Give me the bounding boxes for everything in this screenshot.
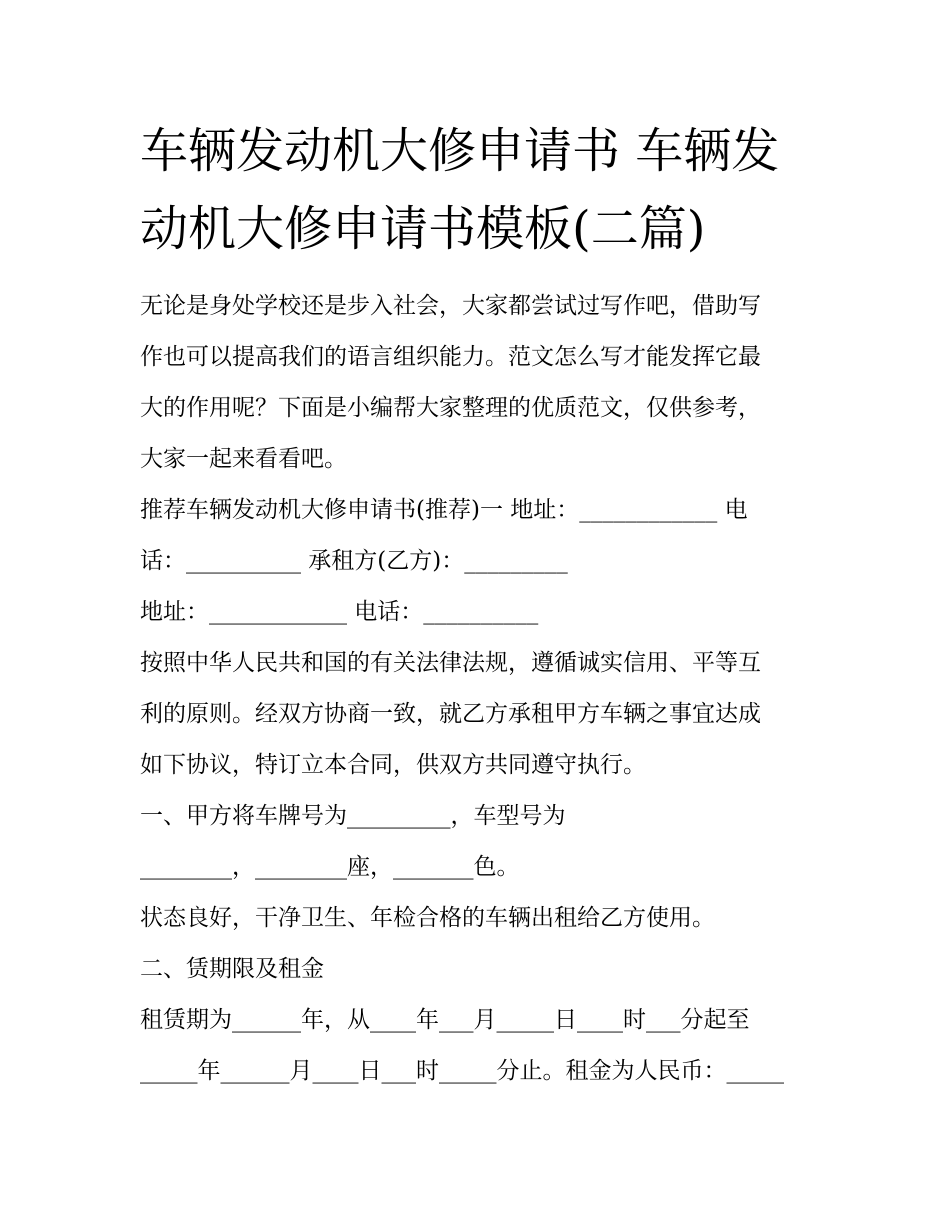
text-line-14: 二、赁期限及租金 xyxy=(140,956,324,982)
text-line-10: 如下协议，特订立本合同，供双方共同遵守执行。 xyxy=(140,752,646,778)
text-line-5: 推荐车辆发动机大修申请书(推荐)一 地址：____________ 电 xyxy=(140,497,748,523)
document-body xyxy=(140,281,820,1097)
text-line-9: 利的原则。经双方协商一致，就乙方承租甲方车辆之事宜达成 xyxy=(140,701,761,727)
title-line-2: 动机大修申请书模板(二篇) xyxy=(140,201,706,257)
text-line-2: 作也可以提高我们的语言组织能力。范文怎么写才能发挥它最 xyxy=(140,344,761,370)
text-line-3: 大的作用呢？下面是小编帮大家整理的优质范文，仅供参考， xyxy=(140,395,761,421)
text-line-6: 话：__________ 承租方(乙方)：_________ xyxy=(140,548,568,574)
text-line-1: 无论是身处学校还是步入社会，大家都尝试过写作吧，借助写 xyxy=(140,293,761,319)
text-line-11: 一、甲方将车牌号为_________，车型号为 xyxy=(140,803,566,829)
title-line-1: 车辆发动机大修申请书 车辆发 xyxy=(140,123,780,179)
text-line-15: 租赁期为______年，从____年___月_____日____时___分起至 xyxy=(140,1007,750,1033)
text-line-16: _____年______月____日___时_____分止。租金为人民币：_____ xyxy=(140,1058,784,1084)
document-title xyxy=(140,112,820,268)
text-line-7: 地址：____________ 电话：__________ xyxy=(140,599,539,625)
text-line-8: 按照中华人民共和国的有关法律法规，遵循诚实信用、平等互 xyxy=(140,650,761,676)
text-line-4: 大家一起来看看吧。 xyxy=(140,446,347,472)
text-line-13: 状态良好，干净卫生、年检合格的车辆出租给乙方使用。 xyxy=(140,905,715,931)
text-line-12: ________，________座，_______色。 xyxy=(140,854,520,880)
